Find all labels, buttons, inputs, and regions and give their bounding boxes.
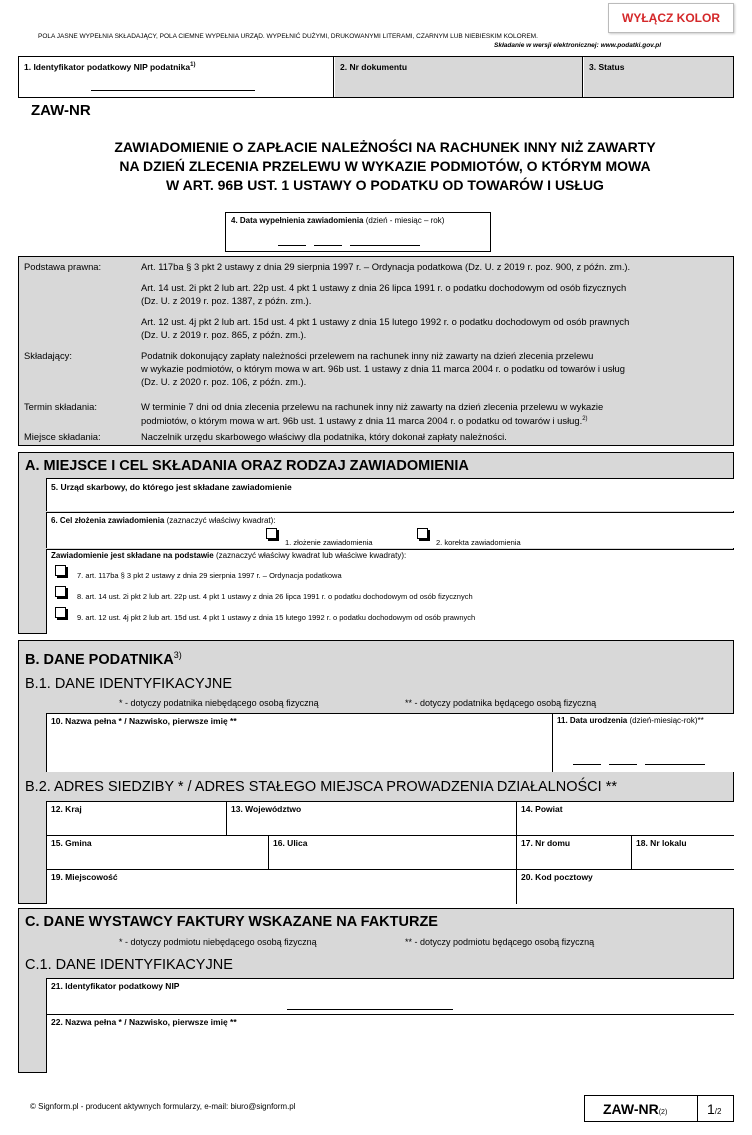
status-field — [584, 57, 733, 97]
birth-date-label: 11. Data urodzenia — [557, 716, 628, 725]
date-month-line — [314, 245, 342, 246]
section-a-title: A. MIEJSCE I CEL SKŁADANIA ORAZ RODZAJ ZAWIADOMIENIA — [25, 458, 469, 474]
title-line: ZAWIADOMIENIE O ZAPŁACIE NALEŻNOŚCI NA RACHUNEK INNY NIŻ ZAWARTY — [114, 139, 656, 155]
full-name-label: 10. Nazwa pełna * / Nazwisko, pierwsze imię ** — [51, 716, 237, 726]
deadline-line: W terminie 7 dni od dnia zlecenia przelewu na rachunek inny niż zawarty na dzień zlecenia przelewu w wykazie — [141, 401, 604, 412]
footer-divider — [697, 1096, 698, 1121]
county-label: 14. Powiat — [521, 804, 563, 814]
footer-credit: © Signform.pl - producent aktywnych formularzy, e-mail: biuro@signform.pl — [30, 1102, 296, 1111]
footer-form-code: ZAW-NR — [603, 1101, 659, 1117]
place-label: Miejsce składania: — [24, 431, 101, 442]
document-number-field — [335, 57, 583, 97]
submission-option-label: 1. złożenie zawiadomienia — [285, 538, 373, 547]
section-b — [18, 640, 734, 904]
place-text: Naczelnik urzędu skarbowego właściwy dla podatnika, który dokonał zapłaty należności. — [141, 431, 507, 442]
deadline-label: Termin składania: — [24, 401, 97, 412]
tax-office-label: 5. Urząd skarbowy, do którego jest składane zawiadomienie — [51, 482, 292, 492]
footer-page-total: /2 — [714, 1107, 722, 1116]
issuer-name-label: 22. Nazwa pełna * / Nazwisko, pierwsze imię ** — [51, 1017, 237, 1027]
house-number-field[interactable] — [516, 835, 631, 869]
title-line: W ART. 96B UST. 1 USTAWY O PODATKU OD TOWARÓW I USŁUG — [166, 177, 604, 193]
deadline-text — [141, 400, 731, 427]
nip-label: 1. Identyfikator podatkowy NIP podatnika — [24, 62, 191, 72]
basis-cit-label: 9. art. 12 ust. 4j pkt 2 lub art. 15d ust. 4 pkt 1 ustawy z dnia 15 lutego 1992 r. o podatku dochodowym od osób prawnych — [77, 613, 476, 622]
purpose-hint: (zaznaczyć właściwy kwadrat): — [166, 516, 276, 525]
date-year-line — [350, 245, 420, 246]
basis-options — [46, 549, 734, 634]
country-label: 12. Kraj — [51, 804, 82, 814]
correction-option-label: 2. korekta zawiadomienia — [436, 538, 521, 547]
birth-day-line — [573, 764, 601, 765]
city-label: 19. Miejscowość — [51, 872, 118, 882]
basis-head-label: Zawiadomienie jest składane na podstawie — [51, 551, 214, 560]
municipality-field[interactable] — [46, 835, 268, 869]
form-instructions: POLA JASNE WYPEŁNIA SKŁADAJĄCY, POLA CIEMNE WYPEŁNIA URZĄD. WYPEŁNIĆ DUŻYMI, DRUKOWANYMI LITERAMI, CZARNYM LUB NIEBIESKIM KOLOREM. — [38, 33, 538, 40]
footer-code-box — [584, 1095, 734, 1122]
birth-year-line — [645, 764, 705, 765]
section-c-title: C. DANE WYSTAWCY FAKTURY WSKAZANE NA FAKTURZE — [25, 914, 438, 930]
issuer-name-field[interactable] — [46, 1014, 734, 1073]
voivodeship-field[interactable] — [226, 801, 516, 835]
birth-month-line — [609, 764, 637, 765]
form-code: ZAW-NR — [31, 102, 91, 119]
footer-page-number: 1 — [707, 1101, 715, 1117]
fill-date-label: 4. Data wypełnienia zawiadomienia — [231, 216, 364, 225]
postal-code-field[interactable] — [516, 869, 734, 904]
issuer-nip-label: 21. Identyfikator podatkowy NIP — [51, 981, 180, 991]
electronic-filing-note: Składanie w wersji elektronicznej: www.podatki.gov.pl — [494, 42, 661, 49]
purpose-field — [46, 512, 734, 548]
country-field[interactable] — [46, 801, 226, 835]
issuer-nip-field[interactable] — [46, 978, 734, 1014]
basis-cit-checkbox[interactable] — [55, 607, 66, 618]
deadline-footnote: 2) — [582, 416, 588, 422]
municipality-label: 15. Gmina — [51, 838, 92, 848]
note-legal-c: ** - dotyczy podmiotu będącego osobą fizyczną — [405, 937, 595, 947]
basis-label: Podstawa prawna: — [24, 261, 102, 272]
basis-line: (Dz. U. z 2019 r. poz. 1387, z późn. zm.). — [141, 295, 312, 306]
status-label: 3. Status — [589, 62, 625, 72]
street-label: 16. Ulica — [273, 838, 308, 848]
note-natural-c: * - dotyczy podmiotu niebędącego osobą fizyczną — [119, 937, 317, 947]
section-c — [18, 908, 734, 1073]
fill-date-field[interactable] — [225, 212, 491, 252]
fill-date-hint: (dzień - miesiąc – rok) — [365, 216, 445, 225]
filer-line: w wykazie podmiotów, o którym mowa w art. 96b ust. 1 ustawy z dnia 11 marca 2004 r. o podatku od towarów i usług — [141, 363, 625, 374]
basis-head-hint: (zaznaczyć właściwy kwadrat lub właściwe kwadraty): — [215, 551, 407, 560]
basis-text — [141, 260, 731, 341]
filer-line: (Dz. U. z 2020 r. poz. 106, z późn. zm.). — [141, 376, 307, 387]
document-number-label: 2. Nr dokumentu — [340, 62, 408, 72]
toggle-color-button[interactable]: WYŁĄCZ KOLOR — [608, 3, 734, 33]
basis-line: Art. 14 ust. 2i pkt 2 lub art. 22p ust. 4 pkt 1 ustawy z dnia 26 lipca 1991 r. o podatku dochodowym od osób fizycznych — [141, 282, 627, 293]
birth-date-field[interactable] — [552, 713, 734, 772]
tax-office-field[interactable] — [46, 478, 734, 511]
note-legal: ** - dotyczy podatnika będącego osobą fizyczną — [405, 698, 597, 708]
apartment-number-label: 18. Nr lokalu — [636, 838, 687, 848]
basis-line: Art. 117ba § 3 pkt 2 ustawy z dnia 29 sierpnia 1997 r. – Ordynacja podatkowa (Dz. U. z 2019 r. poz. 900, z późn. zm.). — [141, 261, 631, 272]
title-line: NA DZIEŃ ZLECENIA PRZELEWU W WYKAZIE PODMIOTÓW, O KTÓRYM MOWA — [119, 158, 651, 174]
basis-ordynacja-checkbox[interactable] — [55, 565, 66, 576]
correction-checkbox[interactable] — [417, 528, 428, 539]
basis-ordynacja-label: 7. art. 117ba § 3 pkt 2 ustawy z dnia 29 sierpnia 1997 r. – Ordynacja podatkowa — [77, 571, 342, 580]
section-b1-title: B.1. DANE IDENTYFIKACYJNE — [25, 676, 233, 692]
basis-pit-label: 8. art. 14 ust. 2i pkt 2 lub art. 22p ust. 4 pkt 1 ustawy z dnia 26 lipca 1991 r. o podatku dochodowym od osób fizycznych — [77, 592, 473, 601]
street-field[interactable] — [268, 835, 516, 869]
postal-code-label: 20. Kod pocztowy — [521, 872, 593, 882]
basis-pit-checkbox[interactable] — [55, 586, 66, 597]
nip-underline — [91, 90, 255, 91]
deadline-line: podmiotów, o którym mowa w art. 96b ust. 1 ustawy z dnia 11 marca 2004 r. o podatku od towarów i usług. — [141, 415, 583, 427]
filer-text — [141, 349, 731, 388]
county-field[interactable] — [516, 801, 734, 835]
nip-field[interactable] — [19, 57, 334, 97]
top-fields — [18, 56, 734, 98]
note-natural: * - dotyczy podatnika niebędącego osobą fizyczną — [119, 698, 319, 708]
full-name-field[interactable] — [46, 713, 552, 772]
apartment-number-field[interactable] — [631, 835, 734, 869]
filer-label: Składający: — [24, 350, 72, 361]
date-day-line — [278, 245, 306, 246]
basis-line: Art. 12 ust. 4j pkt 2 lub art. 15d ust. 4 pkt 1 ustawy z dnia 15 lutego 1992 r. o podatku dochodowym od osób prawnych — [141, 316, 630, 327]
section-a — [18, 452, 734, 634]
house-number-label: 17. Nr domu — [521, 838, 571, 848]
footer-form-version: (2) — [658, 1109, 668, 1116]
submission-checkbox[interactable] — [266, 528, 277, 539]
section-b-title: B. DANE PODATNIKA — [25, 651, 174, 668]
section-b-footnote: 3) — [173, 650, 182, 660]
basis-line: (Dz. U. z 2019 r. poz. 865, z późn. zm.). — [141, 329, 307, 340]
legal-basis-block — [18, 256, 734, 446]
section-b2-title: B.2. ADRES SIEDZIBY * / ADRES STAŁEGO MIEJSCA PROWADZENIA DZIAŁALNOŚCI ** — [25, 779, 617, 795]
birth-date-hint: (dzień-miesiąc-rok)** — [629, 716, 704, 725]
form-title — [40, 138, 730, 195]
purpose-label: 6. Cel złożenia zawiadomienia — [51, 516, 165, 525]
city-field[interactable] — [46, 869, 516, 904]
voivodeship-label: 13. Województwo — [231, 804, 302, 814]
filer-line: Podatnik dokonujący zapłaty należności przelewem na rachunek inny niż zawarty na dzień zlecenia przelewu — [141, 350, 594, 361]
section-c1-title: C.1. DANE IDENTYFIKACYJNE — [25, 957, 233, 973]
nip-footnote: 1) — [190, 62, 196, 69]
issuer-nip-underline — [287, 1009, 453, 1010]
